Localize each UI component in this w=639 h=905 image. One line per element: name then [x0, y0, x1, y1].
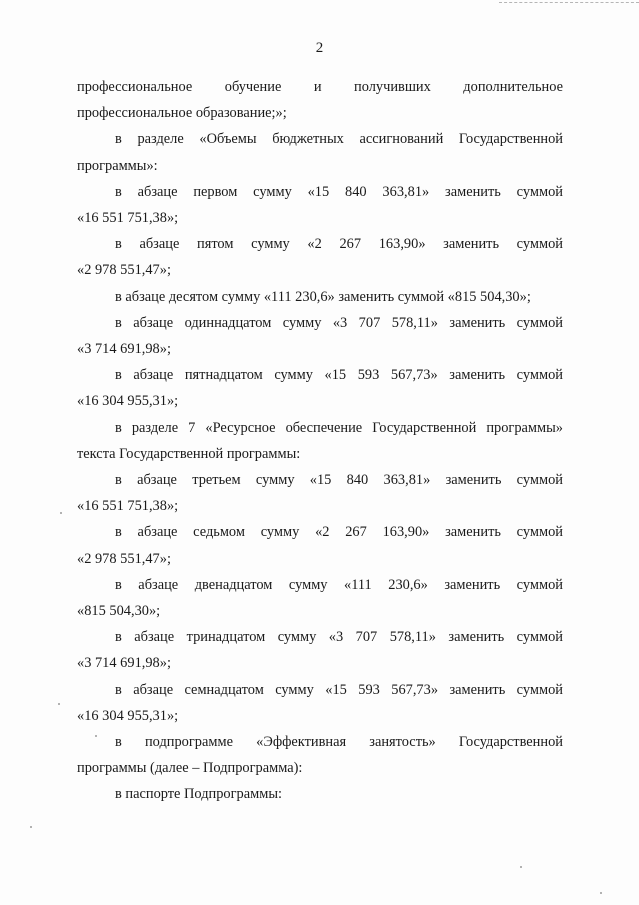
text-line: «16 304 955,31»;	[77, 393, 179, 410]
scan-speck	[95, 735, 97, 737]
text-line: в абзаце одиннадцатом сумму «3 707 578,11» заменить суммой	[115, 314, 563, 331]
text-line: программы (далее – Подпрограмма):	[77, 760, 303, 777]
text-line: «815 504,30»;	[77, 603, 161, 620]
text-line: в абзаце пятом сумму «2 267 163,90» заменить суммой	[115, 236, 563, 253]
text-line: «3 714 691,98»;	[77, 655, 171, 672]
text-line: в абзаце пятнадцатом сумму «15 593 567,73» заменить суммой	[115, 367, 563, 384]
text-line: в абзаце третьем сумму «15 840 363,81» заменить суммой	[115, 472, 563, 489]
text-line: в абзаце двенадцатом сумму «111 230,6» заменить суммой	[115, 576, 563, 593]
text-line: «2 978 551,47»;	[77, 550, 171, 567]
text-line: в абзаце седьмом сумму «2 267 163,90» заменить суммой	[115, 524, 563, 541]
text-line: программы»:	[77, 157, 158, 174]
text-line: «2 978 551,47»;	[77, 262, 171, 279]
page-number: 2	[315, 40, 324, 56]
text-line: в разделе «Объемы бюджетных ассигнований Государственной	[115, 131, 563, 148]
text-line: профессиональное обучение и получивших дополнительное	[77, 79, 563, 95]
scan-speck	[520, 866, 522, 868]
scan-speck	[30, 826, 32, 828]
text-line: профессиональное образование;»;	[77, 105, 287, 122]
text-line: «16 551 751,38»;	[77, 210, 179, 227]
text-line: в абзаце первом сумму «15 840 363,81» заменить суммой	[115, 183, 563, 200]
document-body	[77, 74, 563, 808]
text-line: текста Государственной программы:	[77, 445, 301, 462]
text-line: в абзаце семнадцатом сумму «15 593 567,73» заменить суммой	[115, 681, 563, 698]
text-line: в абзаце десятом сумму «111 230,6» заменить суммой «815 504,30»;	[115, 288, 531, 305]
text-line: «3 714 691,98»;	[77, 341, 171, 358]
scan-speck	[58, 703, 60, 705]
scan-speck	[60, 512, 62, 514]
text-line: в разделе 7 «Ресурсное обеспечение Государственной программы»	[115, 419, 563, 436]
text-line: в абзаце тринадцатом сумму «3 707 578,11» заменить суммой	[115, 629, 563, 646]
text-line: «16 304 955,31»;	[77, 707, 179, 724]
scan-speck	[600, 892, 602, 894]
text-line: в подпрограмме «Эффективная занятость» Государственной	[115, 734, 563, 751]
text-line: в паспорте Подпрограммы:	[115, 786, 282, 803]
scan-edge-line	[499, 2, 639, 3]
text-line: «16 551 751,38»;	[77, 498, 179, 515]
